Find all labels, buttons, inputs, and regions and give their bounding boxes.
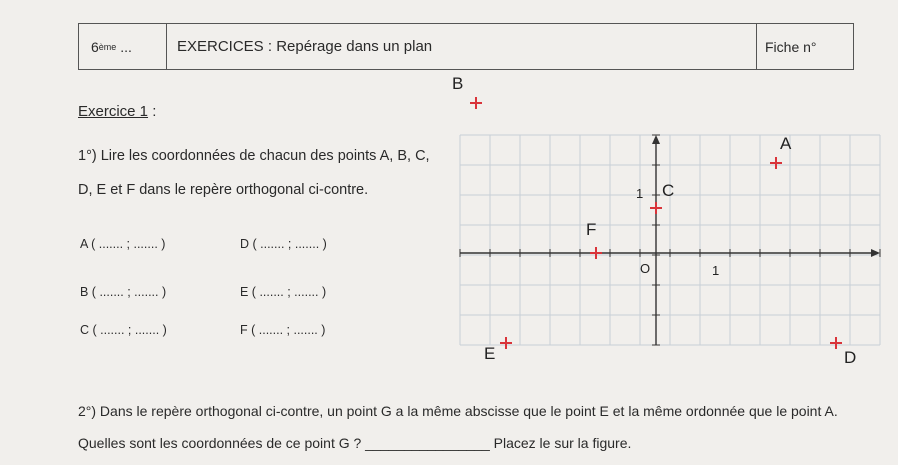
coordinate-row: [80, 237, 327, 251]
point-label-d: D: [844, 348, 857, 367]
coord-e-blank: E ( ....... ; ....... ): [240, 285, 327, 299]
coord-c-blank: C ( ....... ; ....... ): [80, 323, 167, 337]
level-number: 6: [91, 38, 99, 55]
x-unit-label: 1: [712, 263, 720, 278]
coord-b-blank: B ( ....... ; ....... ): [80, 285, 167, 299]
coord-f-blank: F ( ....... ; ....... ): [240, 323, 326, 337]
x-axis-arrow: [871, 249, 880, 257]
fiche-number: Fiche n°: [765, 38, 817, 55]
level-dots: ...: [120, 38, 132, 55]
coordinate-grid: [452, 74, 880, 367]
class-level: [79, 24, 167, 69]
point-label-c: C: [662, 181, 675, 200]
point-label-e: E: [484, 344, 496, 363]
worksheet-title: EXERCICES : Repérage dans un plan: [167, 24, 757, 69]
point-label-f: F: [586, 220, 597, 239]
question-2: 2°) Dans le repère orthogonal ci-contre, un point G a la même abscisse que le point E et la même ordonnée que le point A. Quelles sont les coordonnées de ce point G ? ________________ Placez le sur la figure.: [78, 403, 838, 451]
y-unit-label: 1: [636, 186, 644, 201]
coordinate-row: [80, 285, 327, 299]
point-label-b: B: [452, 74, 464, 93]
coord-a-blank: A ( ....... ; ....... ): [80, 237, 166, 251]
coordinate-row: [80, 323, 326, 337]
level-suffix: ème: [98, 41, 117, 52]
point-label-a: A: [780, 134, 792, 153]
origin-label: O: [640, 261, 651, 276]
y-axis-arrow: [652, 135, 660, 144]
coord-d-blank: D ( ....... ; ....... ): [240, 237, 327, 251]
question-1: 1°) Lire les coordonnées de chacun des points A, B, C, D, E et F dans le repère orthogonal ci-contre.: [78, 148, 430, 198]
worksheet-header: [78, 23, 854, 70]
exercise-title: Exercice 1 :: [78, 103, 157, 120]
